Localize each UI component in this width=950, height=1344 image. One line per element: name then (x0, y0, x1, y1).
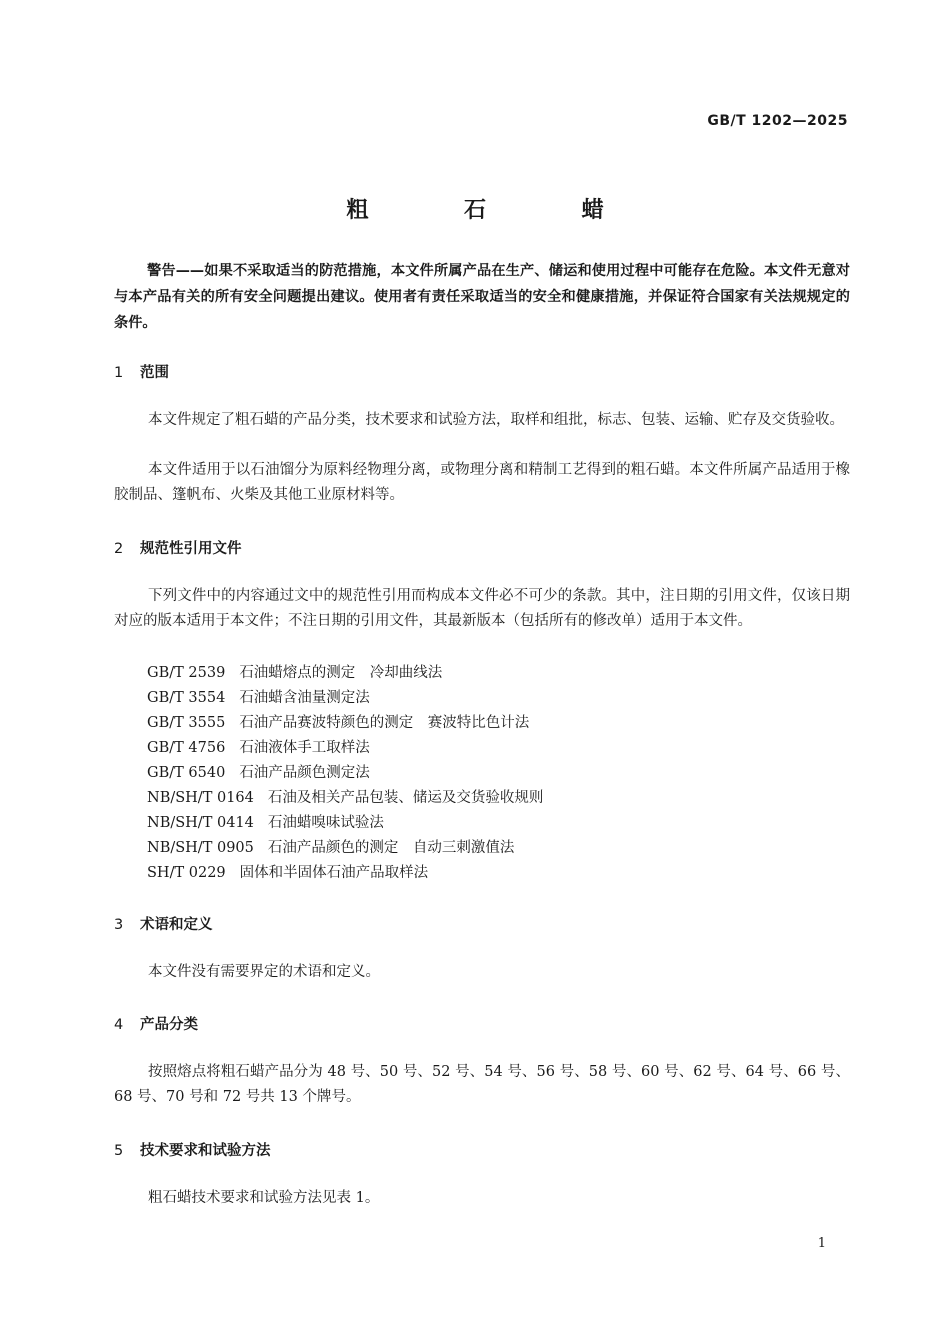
section-title: 技术要求和试验方法 (140, 1143, 271, 1159)
section-title: 术语和定义 (140, 917, 213, 933)
section-3-heading (114, 913, 213, 934)
reference-code: NB/SH/T 0414 (147, 815, 254, 831)
section-number: 2 (114, 541, 124, 557)
reference-title: 石油产品颜色测定法 (239, 765, 370, 781)
page-number: 1 (817, 1236, 826, 1251)
reference-item (147, 686, 370, 707)
document-title: 粗 石 蜡 (346, 198, 648, 223)
reference-code: GB/T 3554 (147, 690, 226, 706)
section-number: 4 (114, 1017, 124, 1033)
reference-code: GB/T 6540 (147, 765, 226, 781)
section-number: 3 (114, 917, 124, 933)
document-code: GB/T 1202—2025 (707, 113, 848, 129)
reference-item (147, 711, 529, 732)
reference-item (147, 836, 514, 857)
reference-code: NB/SH/T 0905 (147, 840, 254, 856)
reference-code: GB/T 2539 (147, 665, 226, 681)
reference-code: GB/T 3555 (147, 715, 226, 731)
reference-title: 石油液体手工取样法 (239, 740, 370, 756)
section-number: 5 (114, 1143, 124, 1159)
section-title: 规范性引用文件 (140, 541, 242, 557)
section-1-paragraph-2: 本文件适用于以石油馏分为原料经物理分离，或物理分离和精制工艺得到的粗石蜡。本文件所属产品适用于橡胶制品、篷帆布、火柴及其他工业原材料等。 (114, 462, 850, 503)
warning-paragraph: 警告——如果不采取适当的防范措施，本文件所属产品在生产、储运和使用过程中可能存在危险。本文件无意对与本产品有关的所有安全问题提出建议。使用者有责任采取适当的安全和健康措施，并保证符合国家有关法规规定的条件。 (114, 263, 850, 331)
reference-code: NB/SH/T 0164 (147, 790, 254, 806)
section-4-heading (114, 1013, 198, 1034)
reference-title: 石油蜡熔点的测定 冷却曲线法 (239, 665, 443, 681)
section-number: 1 (114, 365, 124, 381)
section-2-intro: 下列文件中的内容通过文中的规范性引用而构成本文件必不可少的条款。其中，注日期的引用文件，仅该日期对应的版本适用于本文件；不注日期的引用文件，其最新版本（包括所有的修改单）适用于本文件。 (114, 588, 850, 629)
reference-title: 石油蜡含油量测定法 (239, 690, 370, 706)
section-4-paragraph: 按照熔点将粗石蜡产品分为 48 号、50 号、52 号、54 号、56 号、58 号、60 号、62 号、64 号、66 号、68 号、70 号和 72 号共 13 个牌号。 (114, 1064, 850, 1105)
section-3-paragraph: 本文件没有需要界定的术语和定义。 (148, 964, 380, 980)
reference-item (147, 736, 370, 757)
reference-item (147, 861, 428, 882)
section-1-heading (114, 361, 169, 382)
section-5-paragraph: 粗石蜡技术要求和试验方法见表 1。 (148, 1190, 380, 1206)
section-1-paragraph-1: 本文件规定了粗石蜡的产品分类，技术要求和试验方法，取样和组批，标志、包装、运输、贮存及交货验收。 (148, 412, 844, 428)
reference-item (147, 786, 543, 807)
section-2-heading (114, 537, 242, 558)
reference-code: GB/T 4756 (147, 740, 226, 756)
reference-title: 石油及相关产品包装、储运及交货验收规则 (267, 790, 544, 806)
reference-item (147, 761, 370, 782)
reference-code: SH/T 0229 (147, 865, 226, 881)
reference-title: 石油产品颜色的测定 自动三刺激值法 (267, 840, 515, 856)
section-title: 产品分类 (140, 1017, 198, 1033)
reference-title: 石油产品赛波特颜色的测定 赛波特比色计法 (239, 715, 530, 731)
reference-title: 固体和半固体石油产品取样法 (239, 865, 429, 881)
reference-item (147, 811, 384, 832)
section-title: 范围 (140, 365, 169, 381)
reference-title: 石油蜡嗅味试验法 (267, 815, 384, 831)
section-5-heading (114, 1139, 271, 1160)
reference-item (147, 661, 442, 682)
